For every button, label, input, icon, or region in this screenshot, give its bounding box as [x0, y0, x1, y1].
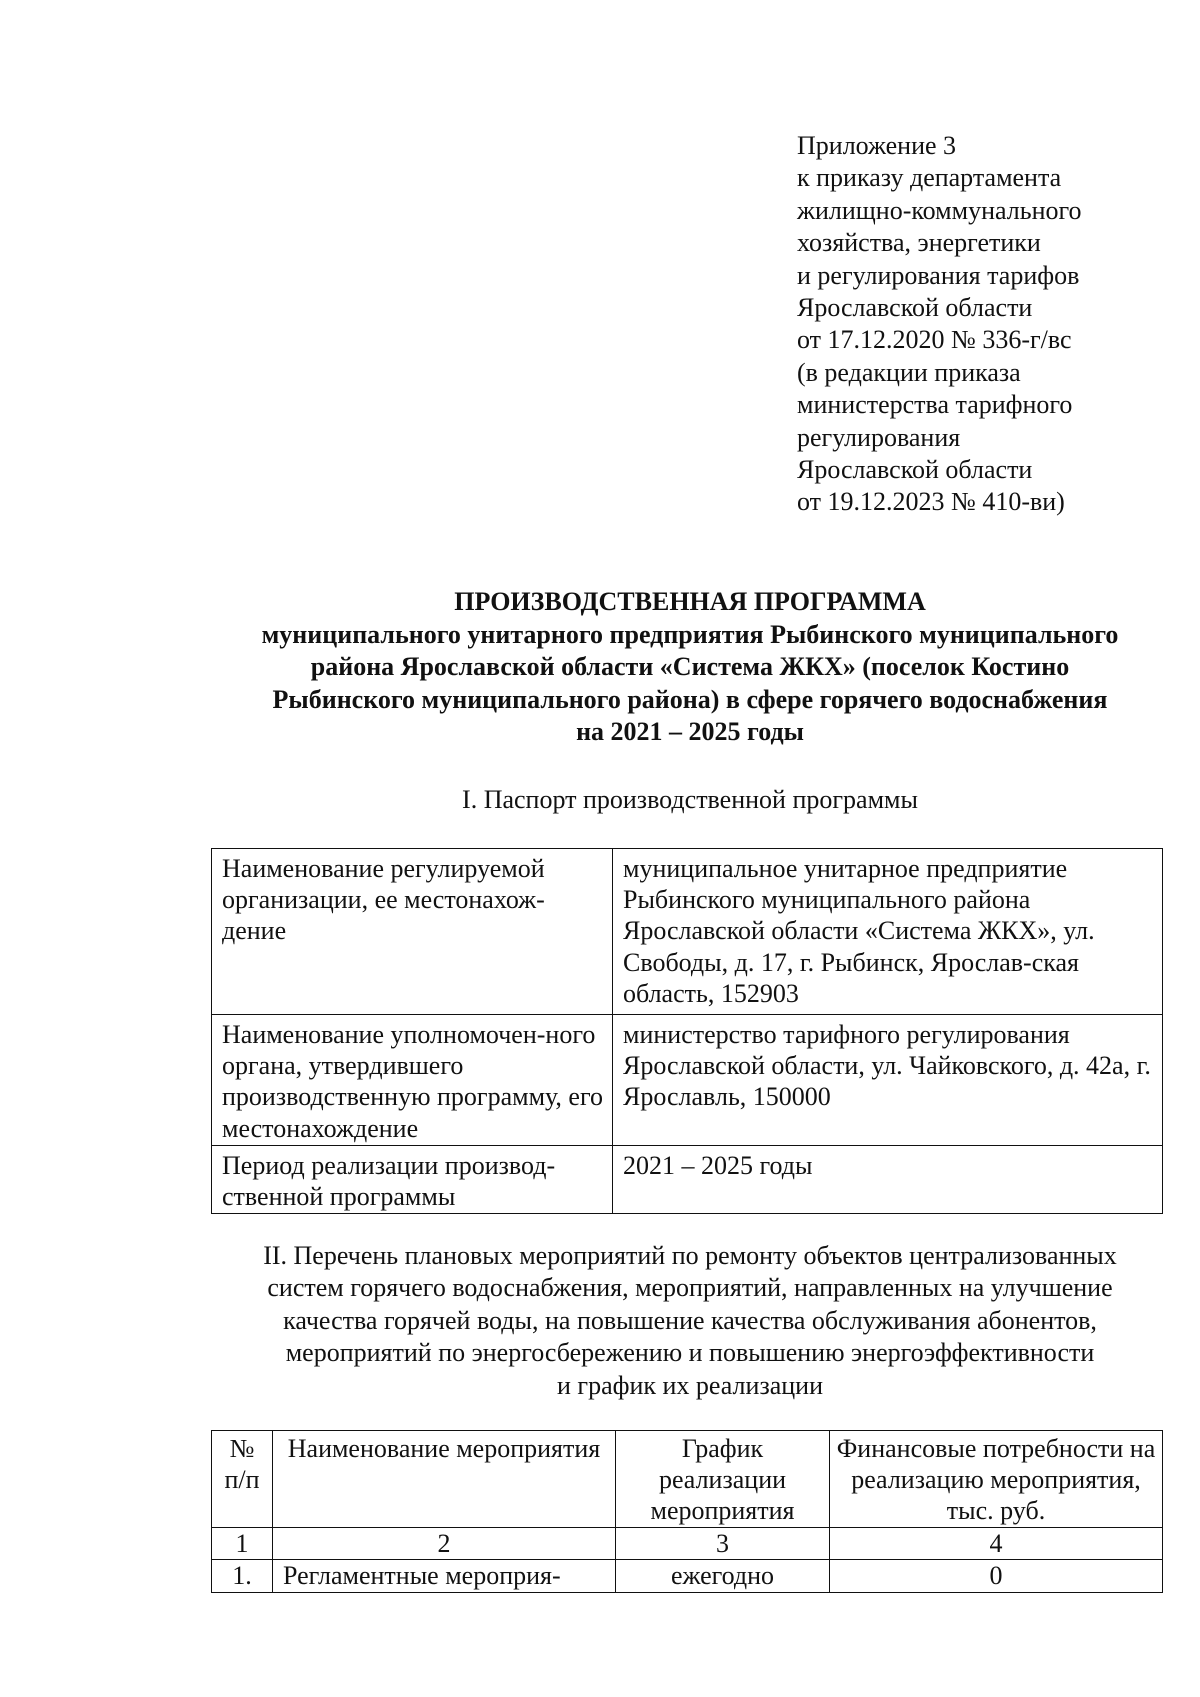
section-2-heading [190, 1240, 1190, 1402]
row-number: 1. [212, 1559, 273, 1592]
column-number: 2 [273, 1527, 616, 1559]
column-number: 1 [212, 1527, 273, 1559]
appendix-line: Ярославской области [797, 293, 1033, 323]
appendix-line: Ярославской области [797, 455, 1033, 485]
section-2-line: систем горячего водоснабжения, мероприятий, направленных на улучшение [267, 1273, 1113, 1303]
appendix-line: к приказу департамента [797, 163, 1062, 193]
column-number: 4 [830, 1527, 1163, 1559]
table-header-row [212, 1431, 1163, 1528]
column-header-number: № п/п [212, 1431, 273, 1528]
appendix-line: и регулирования тарифов [797, 260, 1080, 290]
title-line: района Ярославской области «Система ЖКХ» (поселок Костино [310, 652, 1070, 681]
appendix-line: от 17.12.2020 № 336-г/вс [797, 325, 1072, 355]
appendix-line: Приложение 3 [797, 131, 957, 160]
appendix-line: хозяйства, энергетики [797, 228, 1041, 258]
column-header-name: Наименование мероприятия [273, 1431, 616, 1528]
event-name: Регламентные мероприя- [273, 1559, 616, 1592]
table-row [212, 1559, 1163, 1592]
section-1-heading: I. Паспорт производственной программы [462, 785, 918, 814]
events-table [211, 1430, 1163, 1593]
table-row [212, 849, 1163, 1015]
passport-value: 2021 – 2025 годы [613, 1146, 1163, 1214]
table-row [212, 1146, 1163, 1214]
section-2-line: II. Перечень плановых мероприятий по ремонту объектов централизованных [263, 1241, 1117, 1270]
appendix-block [797, 130, 1177, 519]
appendix-line: регулирования [797, 422, 961, 452]
title-line: на 2021 – 2025 годы [576, 717, 804, 746]
appendix-line: от 19.12.2023 № 410-ви) [797, 487, 1065, 517]
passport-value: муниципальное унитарное предприятие Рыбинского муниципального района Ярославской области «Система ЖКХ», ул. Свободы, д. 17, г. Рыбинск, Ярослав-ская область, 152903 [613, 849, 1163, 1015]
title-line: Рыбинского муниципального района) в сфере горячего водоснабжения [272, 684, 1108, 714]
section-2-line: и график их реализации [557, 1370, 823, 1400]
title-line: муниципального унитарного предприятия Рыбинского муниципального [261, 619, 1119, 649]
passport-label: Период реализации производ-ственной программы [212, 1146, 613, 1214]
appendix-line: (в редакции приказа [797, 357, 1021, 387]
passport-value: министерство тарифного регулирования Ярославской области, ул. Чайковского, д. 42а, г. Ярославль, 150000 [613, 1015, 1163, 1146]
event-finance: 0 [830, 1559, 1163, 1592]
section-2-line: качества горячей воды, на повышение качества обслуживания абонентов, [283, 1305, 1097, 1335]
table-row [212, 1015, 1163, 1146]
appendix-line: министерства тарифного [797, 390, 1073, 420]
column-header-finance: Финансовые потребности на реализацию мероприятия, тыс. руб. [830, 1431, 1163, 1528]
title-heading: ПРОИЗВОДСТВЕННАЯ ПРОГРАММА [454, 587, 926, 616]
passport-label: Наименование уполномочен-ного органа, утвердившего производственную программу, его местонахождение [212, 1015, 613, 1146]
column-numbers-row [212, 1527, 1163, 1559]
column-header-schedule: График реализации мероприятия [616, 1431, 830, 1528]
column-number: 3 [616, 1527, 830, 1559]
passport-label: Наименование регулируемой организации, ее местонахож-дение [212, 849, 613, 1015]
event-schedule: ежегодно [616, 1559, 830, 1592]
appendix-line: жилищно-коммунального [797, 195, 1082, 225]
passport-table [211, 848, 1163, 1214]
document-title [190, 586, 1190, 749]
section-2-line: мероприятий по энергосбережению и повышению энергоэффективности [285, 1338, 1095, 1368]
